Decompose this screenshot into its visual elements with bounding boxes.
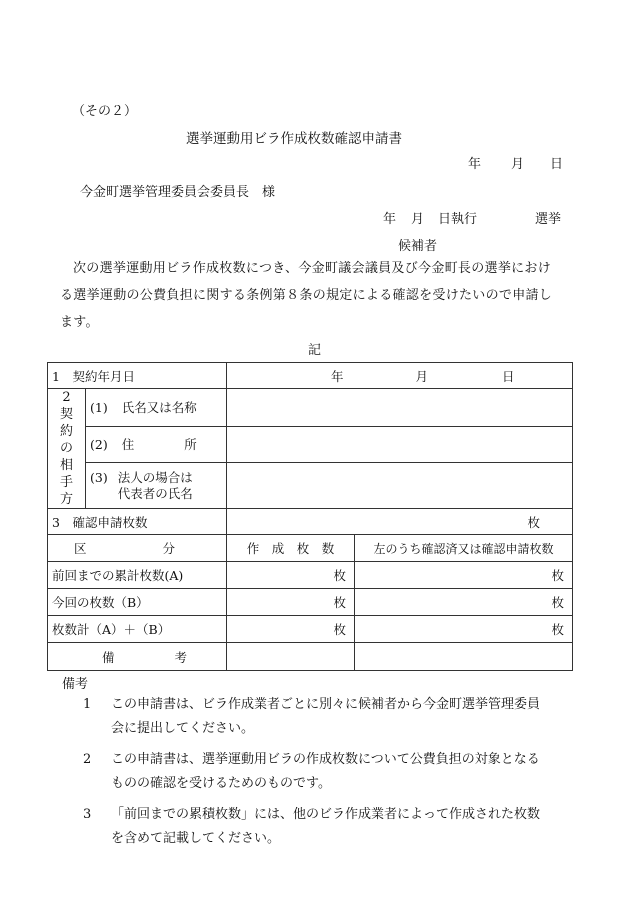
category-header: 区 分: [48, 535, 227, 562]
date-year: 年: [468, 157, 482, 172]
made-count-cell[interactable]: 枚: [227, 562, 355, 589]
election-name: 選挙: [535, 212, 562, 227]
party-address-row: [48, 426, 573, 463]
party-address-value[interactable]: [227, 426, 573, 463]
remarks-label: 備 考: [48, 643, 227, 671]
party-name-value[interactable]: [227, 389, 573, 427]
party-name-row: [48, 389, 573, 427]
note-item: 1 この申請書は、ビラ作成業者ごとに別々に候補者から今金町選挙管理委員 会に提出してください。: [83, 697, 541, 736]
column-header-row: [48, 535, 573, 562]
party-representative-row: [48, 463, 573, 509]
confirmed-count-cell[interactable]: 枚: [355, 616, 573, 643]
confirmed-count-header: 左のうち確認済又は確認申請枚数: [355, 535, 573, 562]
contract-party-label: 2 契 約 の 相 手 方: [48, 389, 86, 509]
contract-date-row: [48, 363, 573, 389]
contract-date-value: 年 月 日: [227, 363, 573, 389]
paragraph-line-3: ます。: [60, 315, 99, 330]
candidate-label: 候補者: [398, 239, 438, 254]
confirmed-count-cell[interactable]: 枚: [355, 562, 573, 589]
ki-label: 記: [308, 343, 322, 358]
date-day: 日: [550, 157, 564, 172]
remarks-row: [48, 643, 573, 671]
row-label: 枚数計（A）＋（B）: [48, 616, 227, 643]
addressee: 今金町選挙管理委員会委員長 様: [80, 185, 276, 200]
made-count-cell[interactable]: 枚: [227, 589, 355, 616]
application-table: [47, 362, 573, 671]
remarks-cell-1[interactable]: [227, 643, 355, 671]
election-year: 年: [383, 212, 397, 227]
table-row: [48, 589, 573, 616]
request-count-row: [48, 509, 573, 535]
paragraph-line-1: 次の選挙運動用ビラ作成枚数につき、今金町議会議員及び今金町長の選挙におけ: [73, 261, 552, 276]
table-row: [48, 562, 573, 589]
form-number: （その２）: [72, 104, 138, 119]
request-paragraph: [60, 255, 580, 336]
remarks-cell-2[interactable]: [355, 643, 573, 671]
party-address-label: (2) 住 所: [86, 426, 227, 463]
made-count-header: 作 成 枚 数: [227, 535, 355, 562]
request-count-label: 3 確認申請枚数: [48, 509, 227, 535]
election-day: 日執行: [438, 212, 478, 227]
notes-heading: 備考: [62, 677, 89, 692]
request-count-unit: 枚: [227, 509, 573, 535]
election-month: 月: [411, 212, 425, 227]
note-item: 2 この申請書は、選挙運動用ビラの作成枚数について公費負担の対象となる ものの確認を受けるためのものです。: [83, 752, 540, 791]
made-count-cell[interactable]: 枚: [227, 616, 355, 643]
table-row: [48, 616, 573, 643]
party-representative-label: (3) 法人の場合は 代表者の氏名: [86, 463, 227, 509]
page-title: 選挙運動用ビラ作成枚数確認申請書: [186, 131, 402, 147]
date-month: 月: [511, 157, 525, 172]
confirmed-count-cell[interactable]: 枚: [355, 589, 573, 616]
party-representative-value[interactable]: [227, 463, 573, 509]
contract-date-label: 1 契約年月日: [48, 363, 227, 389]
row-label: 前回までの累計枚数(A): [48, 562, 227, 589]
note-item: 3 「前回までの累積枚数」には、他のビラ作成業者によって作成された枚数 を含めて記載してください。: [83, 807, 541, 846]
row-label: 今回の枚数（B）: [48, 589, 227, 616]
paragraph-line-2: る選挙運動の公費負担に関する条例第８条の規定による確認を受けたいので申請し: [60, 288, 553, 303]
party-name-label: (1) 氏名又は名称: [86, 389, 227, 427]
